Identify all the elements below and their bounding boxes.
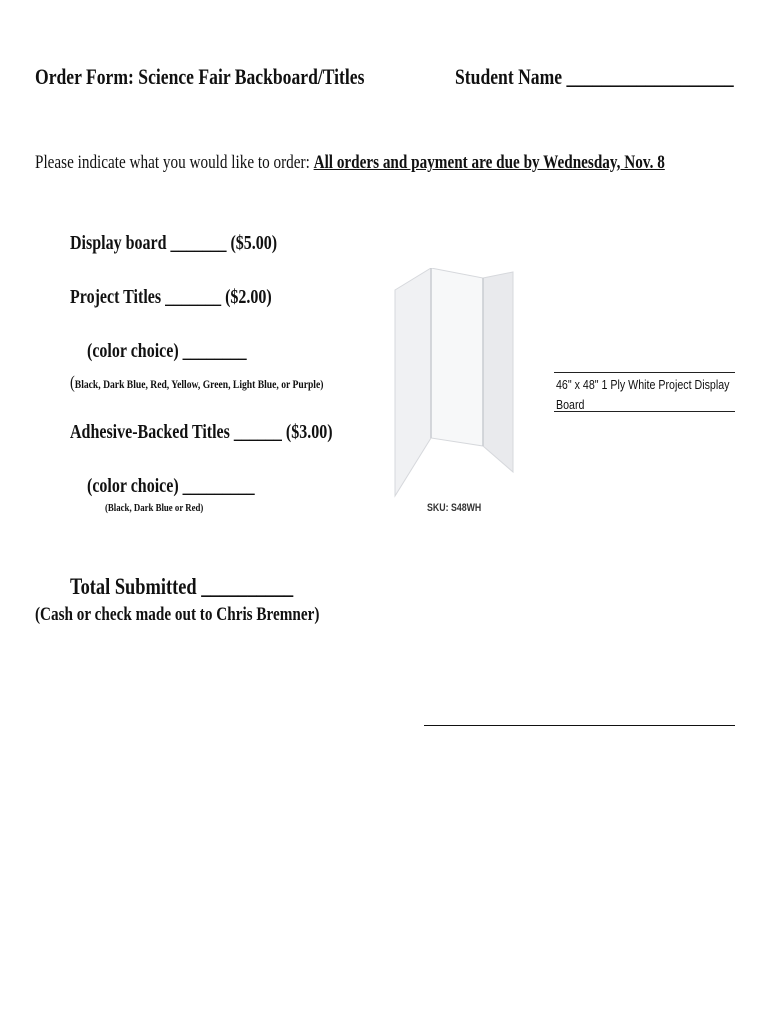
title-color-options-text: Black, Dark Blue, Red, Yellow, Green, Light Blue, or Purple) (74, 377, 324, 391)
product-description: 46" x 48" 1 Ply White Project Display Board (556, 377, 730, 412)
adhesive-color-choice-line[interactable] (87, 475, 297, 498)
form-title-text: Order Form: Science Fair Backboard/Titles (35, 64, 365, 89)
product-sku-text: SKU: S48WH (427, 502, 482, 514)
instruction-text: Please indicate what you would like to order: (35, 152, 314, 173)
title-color-options (70, 372, 387, 393)
deadline-notice: All orders and payment are due by Wednesday, Nov. 8 (313, 152, 665, 173)
student-name-label: Student Name ___________________ (455, 64, 734, 89)
total-submitted-line[interactable] (70, 574, 349, 600)
display-board-line[interactable] (70, 232, 329, 255)
student-name-field[interactable] (455, 64, 770, 90)
payment-note (35, 604, 391, 626)
display-board-image (391, 268, 521, 498)
title-color-choice-line[interactable] (87, 340, 287, 363)
payment-note-text: (Cash or check made out to Chris Bremner) (35, 604, 320, 625)
adhesive-color-options (105, 502, 228, 514)
display-board-label: Display board _______ ($5.00) (70, 232, 278, 254)
adhesive-titles-line[interactable] (70, 421, 398, 444)
product-sku (427, 502, 495, 514)
product-rule-top (554, 372, 735, 373)
signature-line[interactable] (424, 725, 735, 726)
order-instruction (35, 152, 770, 174)
product-rule-bottom (554, 411, 735, 412)
form-title (35, 64, 447, 90)
adhesive-color-choice-label: (color choice) _________ (87, 475, 255, 497)
adhesive-titles-label: Adhesive-Backed Titles ______ ($3.00) (70, 421, 333, 443)
color-options-paren: ( (70, 372, 75, 392)
project-titles-label: Project Titles _______ ($2.00) (70, 286, 272, 308)
title-color-choice-label: (color choice) ________ (87, 340, 247, 362)
project-titles-line[interactable] (70, 286, 322, 309)
adhesive-color-options-text: (Black, Dark Blue or Red) (105, 502, 204, 514)
total-submitted-label: Total Submitted __________ (70, 574, 294, 599)
